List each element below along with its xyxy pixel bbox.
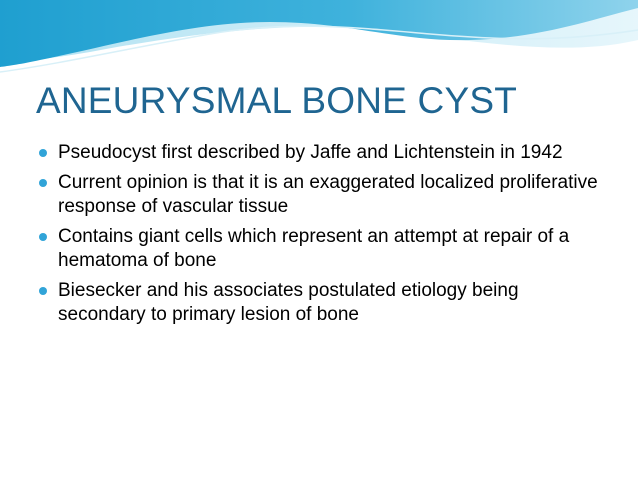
bullet-item <box>38 225 598 274</box>
bullet-list <box>38 141 598 333</box>
bullet-text: Pseudocyst first described by Jaffe and Lichtenstein in 1942 <box>58 142 563 163</box>
bullet-text: Current opinion is that it is an exaggerated localized proliferative response of vascular tissue <box>58 171 598 217</box>
bullet-item <box>38 171 598 220</box>
header-wave-decoration <box>0 0 638 80</box>
bullet-text: Biesecker and his associates postulated etiology being secondary to primary lesion of bone <box>58 279 519 325</box>
bullet-dot-icon <box>39 233 47 241</box>
slide-title: ANEURYSMAL BONE CYST <box>36 80 518 121</box>
bullet-dot-icon <box>39 287 47 295</box>
bullet-dot-icon <box>39 179 47 187</box>
bullet-item <box>38 279 598 328</box>
bullet-text: Contains giant cells which represent an attempt at repair of a hematoma of bone <box>58 225 570 271</box>
bullet-dot-icon <box>39 149 47 157</box>
bullet-item <box>38 141 598 166</box>
